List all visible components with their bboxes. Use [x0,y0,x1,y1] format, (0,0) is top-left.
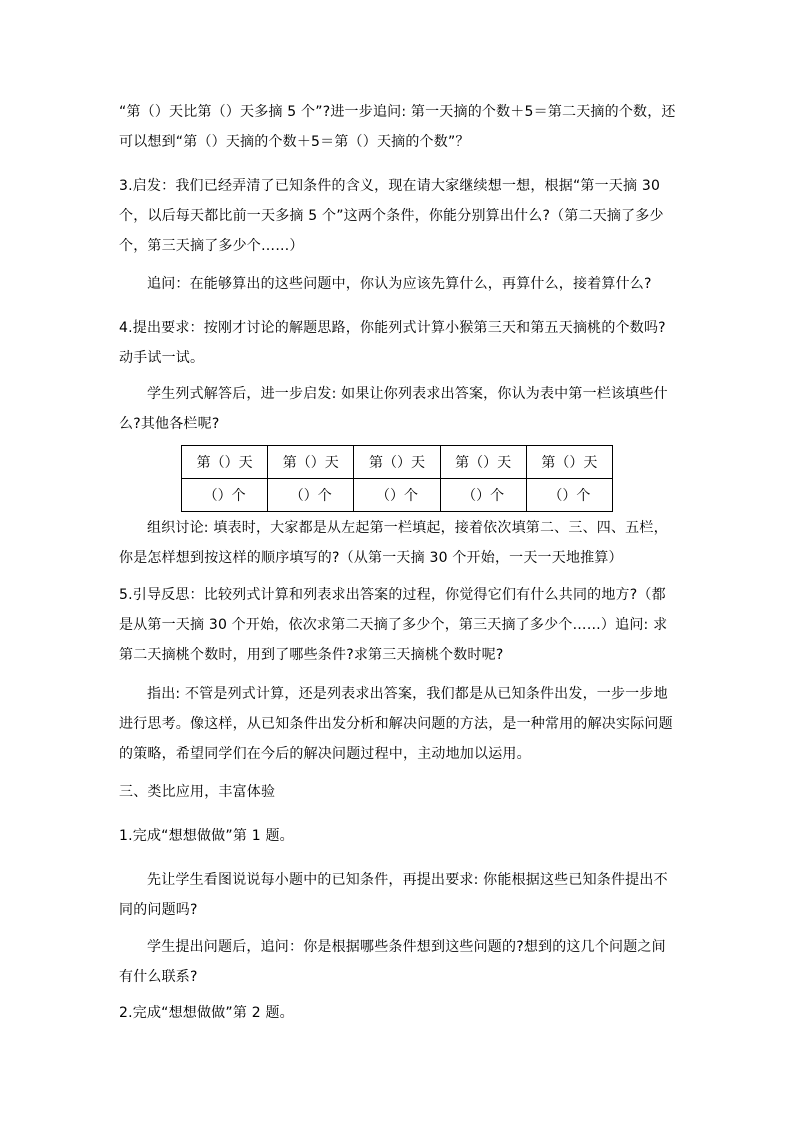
table-cell: 第（）天 [268,446,354,479]
paragraph-step-3-inspire: 3.启发：我们已经弄清了已知条件的含义，现在请大家继续想一想，根据“第一天摘 30 个，以后每天都比前一天多摘 5 个”这两个条件，你能分别算出什么?（第二天摘了多少个，第三天摘了多少个……） [119,178,664,254]
paragraph-exercise-2: 2.完成“想想做做”第 2 题。 [119,1005,294,1021]
table-header-row [182,446,613,479]
fill-in-table [181,445,613,512]
section-heading-analogy: 三、类比应用，丰富体验 [119,784,276,800]
table-cell: （）个 [268,479,354,512]
table-cell: （）个 [354,479,440,512]
table-cell: 第（）天 [440,446,526,479]
paragraph-point-out: 指出: 不管是列式计算，还是列表求出答案，我们都是从已知条件出发，一步一步地进行思考。像这样，从已知条件出发分析和解决问题的方法，是一种常用的解决实际问题的策略，希望同学们在今后的解决问题过程中，主动地加以运用。 [119,686,673,762]
paragraph-step-4-requirement: 4.提出要求：按刚才讨论的解题思路，你能列式计算小猴第三天和第五天摘桃的个数吗?动手试一试。 [119,320,666,366]
paragraph-hint-question: “第（）天比第（）天多摘 5 个”?进一步追问: 第一天摘的个数＋5＝第二天摘的个数，还可以想到“第（）天摘的个数＋5＝第（）天摘的个数”？ [119,104,676,150]
paragraph-students-ask: 学生提出问题后，追问：你是根据哪些条件想到这些问题的?想到的这几个问题之间有什么联系? [119,939,666,985]
paragraph-exercise-1: 1.完成“想想做做”第 1 题。 [119,828,294,844]
paragraph-look-at-picture: 先让学生看图说说每小题中的已知条件，再提出要求: 你能根据这些已知条件提出不同的问题吗? [119,872,668,918]
table-cell: 第（）天 [526,446,612,479]
paragraph-follow-up-question: 追问：在能够算出的这些问题中，你认为应该先算什么，再算什么，接着算什么? [147,276,652,292]
table-cell: （）个 [182,479,268,512]
table-cell: 第（）天 [182,446,268,479]
table-row [182,479,613,512]
paragraph-table-prompt: 学生列式解答后，进一步启发: 如果让你列表求出答案，你认为表中第一栏该填些什么?其他各栏呢? [119,386,668,432]
table-cell: （）个 [526,479,612,512]
paragraph-organize-discussion: 组织讨论: 填表时，大家都是从左起第一栏填起，接着依次填第二、三、四、五栏，你是怎样想到按这样的顺序填写的?（从第一天摘 30 个开始，一天一天地推算） [119,520,668,566]
table-cell: （）个 [440,479,526,512]
paragraph-step-5-reflection: 5.引导反思：比较列式计算和列表求出答案的过程，你觉得它们有什么共同的地方?（都是从第一天摘 30 个开始，依次求第二天摘了多少个，第三天摘了多少个……）追问: 求第二天摘桃个数时，用到了哪些条件?求第三天摘桃个数时呢? [119,587,668,663]
table-cell: 第（）天 [354,446,440,479]
